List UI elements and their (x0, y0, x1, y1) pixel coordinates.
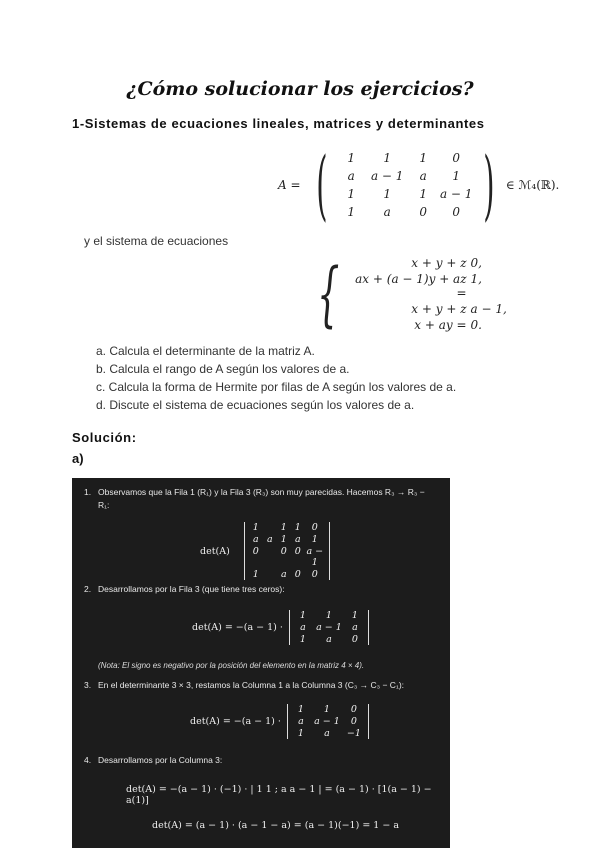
det-cell: 1 (280, 534, 287, 545)
matrix-cell: 1 (347, 187, 356, 201)
equation-rhs: a − 1, (470, 302, 507, 316)
det-cell: 1 (252, 569, 259, 580)
det-cell: a (352, 622, 358, 633)
solution-heading: Solución: (72, 430, 137, 445)
step-number: 2. (84, 584, 92, 594)
left-paren: ( (315, 140, 328, 229)
equation-system (306, 253, 521, 335)
equation-lhs: x + y + z (411, 256, 467, 270)
det-cell: 1 (297, 728, 304, 739)
step-number: 3. (84, 680, 92, 690)
matrix-cell: 1 (383, 187, 392, 201)
step-text: Desarrollamos por la Columna 3: (98, 755, 223, 765)
step-number: 4. (84, 755, 92, 765)
step-text-cont: R₁: (98, 500, 110, 510)
equation-lhs: x + ay = (414, 318, 467, 332)
matrix-rhs: ∈ ℳ₄(ℝ). (505, 178, 560, 192)
det-cell: 1 (323, 704, 330, 715)
det-cell: 0 (252, 546, 259, 557)
step-4 (84, 755, 222, 765)
left-brace: { (317, 253, 340, 335)
determinant-4: det(A) = −(a − 1) · (−1) · | 1 1 ; a a − 1 | = (a − 1) · [1(a − 1) − a(1)] (126, 784, 432, 806)
equation-rhs: 1, (470, 272, 482, 286)
solution-part-label: a) (72, 451, 84, 466)
step-number: 1. (84, 487, 92, 497)
det-cell: 0 (350, 704, 357, 715)
determinant-5: det(A) = (a − 1) · (a − 1 − a) = (a − 1)(−1) = 1 − a (152, 820, 399, 831)
det-cell: 0 (311, 522, 318, 533)
det-cell: 0 (280, 546, 287, 557)
step-3 (84, 680, 404, 690)
det-bars (289, 610, 369, 645)
det-cell: 1 (311, 534, 318, 545)
matrix-cell: 1 (347, 205, 356, 219)
det-cell: a (252, 534, 259, 545)
solution-screenshot (72, 478, 450, 848)
det-cell: 1 (297, 704, 304, 715)
system-intro: y el sistema de ecuaciones (84, 234, 229, 248)
note-text: (Nota: El signo es negativo por la posición del elemento en la matriz 4 × 4). (98, 661, 365, 670)
det-cell: 1 (299, 610, 306, 621)
page-title: ¿Cómo solucionar los ejercicios? (126, 78, 474, 100)
equation-lhs: x + y + z (411, 302, 467, 316)
task-item: d. Discute el sistema de ecuaciones según los valores de a. (96, 398, 415, 412)
det-cell: a (324, 728, 330, 739)
det-cell: 1 (280, 522, 287, 533)
det-cell: 0 (311, 569, 318, 580)
matrix-cell: a (347, 169, 355, 183)
task-item: b. Calcula el rango de A según los valores de a. (96, 362, 350, 376)
det-bars (244, 522, 330, 580)
matrix-cell: 1 (452, 169, 461, 183)
det-cell: a (326, 634, 332, 645)
determinant-3 (190, 704, 369, 739)
det-lhs: det(A) = −(a − 1) · (192, 622, 283, 633)
matrix-cell: 1 (419, 151, 428, 165)
det-cell: 0 (294, 569, 301, 580)
matrix-cell: 1 (383, 151, 392, 165)
det-cell: a − 1 (306, 546, 324, 568)
det-cell: 1 (294, 522, 301, 533)
det-cell: a − 1 (314, 716, 340, 727)
det-cell: 0 (350, 716, 357, 727)
determinant-2 (192, 610, 369, 645)
det-cell: 1 (299, 634, 306, 645)
matrix-cell: 1 (419, 187, 428, 201)
equation-lhs: ax + (a − 1)y + az = (355, 272, 467, 300)
det-grid (294, 610, 364, 645)
matrix-cell: 0 (452, 205, 461, 219)
step-2 (84, 584, 285, 594)
matrix-definition (278, 140, 560, 229)
det-lhs: det(A) = −(a − 1) · (190, 716, 281, 727)
det-cell: 1 (351, 610, 358, 621)
matrix-cell: 0 (452, 151, 461, 165)
equation-list (351, 256, 521, 332)
det-lhs: det(A) (200, 545, 230, 557)
step-text: Observamos que la Fila 1 (R₁) y la Fila 3 (R₃) son muy parecidas. Hacemos R₃ → R₃ − (98, 487, 425, 497)
matrix-cell: a − 1 (370, 169, 404, 183)
det-bars (287, 704, 369, 739)
equation-rhs: 0. (470, 318, 482, 332)
determinant-1 (200, 522, 330, 580)
det-cell: a (294, 534, 301, 545)
matrix-lhs: A = (278, 178, 301, 192)
det-grid (292, 704, 364, 739)
step-1 (84, 486, 444, 512)
task-item: c. Calcula la forma de Hermite por filas de A según los valores de a. (96, 380, 457, 394)
det-cell: 0 (351, 634, 358, 645)
equation-rhs: 0, (470, 256, 482, 270)
matrix-grid (336, 151, 474, 219)
matrix-cell: a − 1 (439, 187, 473, 201)
det-grid (249, 522, 325, 580)
step-text: En el determinante 3 × 3, restamos la Columna 1 a la Columna 3 (C₃ → C₃ − C₁): (98, 680, 405, 690)
matrix-cell: a (419, 169, 427, 183)
task-list (96, 342, 456, 414)
right-paren: ) (483, 140, 495, 229)
det-cell: a − 1 (316, 622, 342, 633)
task-item: a. Calcula el determinante de la matriz A. (96, 344, 315, 358)
matrix-cell: a (383, 205, 391, 219)
det-cell: a (266, 534, 273, 545)
det-cell: a (280, 569, 287, 580)
det-cell: 1 (252, 522, 259, 533)
matrix-cell: 0 (419, 205, 428, 219)
matrix-cell: 1 (347, 151, 356, 165)
det-cell: 1 (325, 610, 332, 621)
det-cell: 0 (294, 546, 301, 557)
step-text: Desarrollamos por la Fila 3 (que tiene tres ceros): (98, 584, 285, 594)
det-cell: a (300, 622, 306, 633)
det-cell: a (298, 716, 304, 727)
section-heading: 1-Sistemas de ecuaciones lineales, matrices y determinantes (72, 116, 485, 131)
det-cell: −1 (346, 728, 361, 739)
